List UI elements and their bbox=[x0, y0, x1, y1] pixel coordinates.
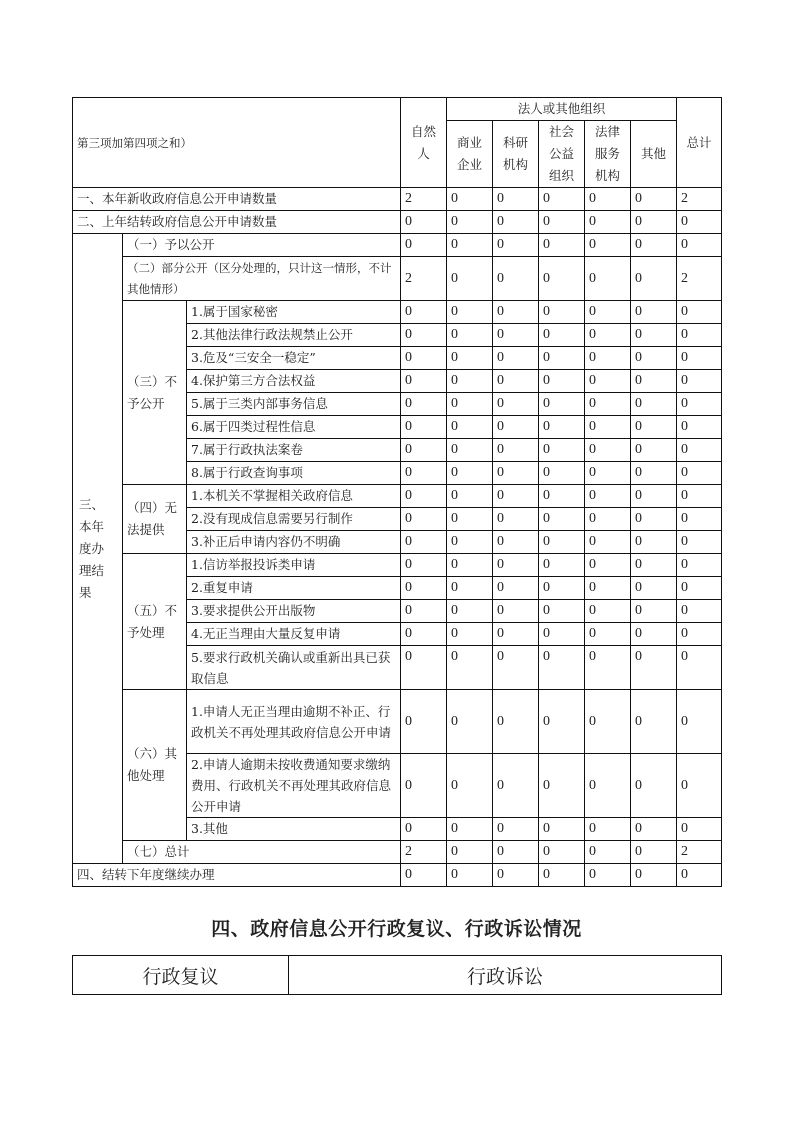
value-cell: 0 bbox=[493, 188, 539, 211]
value-cell: 0 bbox=[539, 600, 585, 623]
value-cell: 0 bbox=[539, 818, 585, 841]
top-left-note: 第三项加第四项之和） bbox=[73, 98, 401, 188]
value-cell: 0 bbox=[493, 370, 539, 393]
value-cell: 0 bbox=[493, 211, 539, 234]
value-cell: 0 bbox=[677, 347, 722, 370]
value-cell: 0 bbox=[677, 690, 722, 754]
value-cell: 2 bbox=[677, 188, 722, 211]
value-cell: 0 bbox=[585, 754, 631, 818]
value-cell: 0 bbox=[401, 324, 447, 347]
value-cell: 0 bbox=[539, 188, 585, 211]
value-cell: 0 bbox=[585, 416, 631, 439]
value-cell: 0 bbox=[585, 646, 631, 690]
value-cell: 0 bbox=[631, 234, 677, 257]
value-cell: 0 bbox=[447, 818, 493, 841]
value-cell: 0 bbox=[539, 257, 585, 301]
value-cell: 0 bbox=[401, 754, 447, 818]
value-cell: 0 bbox=[585, 257, 631, 301]
value-cell: 0 bbox=[493, 301, 539, 324]
value-cell: 0 bbox=[539, 462, 585, 485]
value-cell: 0 bbox=[539, 531, 585, 554]
col-other: 其他 bbox=[631, 121, 677, 188]
value-cell: 0 bbox=[401, 818, 447, 841]
value-cell: 0 bbox=[585, 554, 631, 577]
value-cell: 0 bbox=[493, 416, 539, 439]
group-label-not-disclosed: （三）不予公开 bbox=[123, 301, 187, 485]
row-label: 2.申请人逾期未按收费通知要求缴纳费用、行政机关不再处理其政府信息公开申请 bbox=[187, 754, 401, 818]
value-cell: 0 bbox=[493, 864, 539, 887]
row-label: 四、结转下年度继续办理 bbox=[73, 864, 401, 887]
row-label: 一、本年新收政府信息公开申请数量 bbox=[73, 188, 401, 211]
value-cell: 0 bbox=[539, 234, 585, 257]
value-cell: 0 bbox=[677, 301, 722, 324]
value-cell: 0 bbox=[585, 393, 631, 416]
value-cell: 0 bbox=[677, 577, 722, 600]
value-cell: 0 bbox=[585, 864, 631, 887]
table-row bbox=[73, 188, 722, 211]
value-cell: 0 bbox=[631, 554, 677, 577]
col-research: 科研机构 bbox=[493, 121, 539, 188]
value-cell: 0 bbox=[539, 554, 585, 577]
value-cell: 0 bbox=[447, 416, 493, 439]
table-row bbox=[73, 211, 722, 234]
value-cell: 0 bbox=[447, 577, 493, 600]
value-cell: 0 bbox=[539, 508, 585, 531]
value-cell: 0 bbox=[677, 646, 722, 690]
value-cell: 0 bbox=[585, 324, 631, 347]
value-cell: 0 bbox=[401, 462, 447, 485]
value-cell: 0 bbox=[493, 347, 539, 370]
value-cell: 0 bbox=[631, 301, 677, 324]
value-cell: 0 bbox=[631, 818, 677, 841]
value-cell: 0 bbox=[677, 754, 722, 818]
row-label: 5.属于三类内部事务信息 bbox=[187, 393, 401, 416]
col-admin-litigation: 行政诉讼 bbox=[289, 956, 722, 995]
value-cell: 0 bbox=[539, 864, 585, 887]
value-cell: 0 bbox=[447, 234, 493, 257]
value-cell: 0 bbox=[677, 439, 722, 462]
value-cell: 0 bbox=[631, 211, 677, 234]
value-cell: 0 bbox=[677, 234, 722, 257]
table-row bbox=[73, 841, 722, 864]
table-row bbox=[73, 485, 722, 508]
value-cell: 0 bbox=[677, 554, 722, 577]
row-label: （七）总计 bbox=[123, 841, 401, 864]
value-cell: 0 bbox=[585, 818, 631, 841]
value-cell: 0 bbox=[631, 754, 677, 818]
value-cell: 0 bbox=[631, 257, 677, 301]
row-label: 7.属于行政执法案卷 bbox=[187, 439, 401, 462]
value-cell: 0 bbox=[493, 646, 539, 690]
value-cell: 0 bbox=[677, 600, 722, 623]
row-label: 二、上年结转政府信息公开申请数量 bbox=[73, 211, 401, 234]
value-cell: 0 bbox=[447, 554, 493, 577]
value-cell: 0 bbox=[401, 347, 447, 370]
value-cell: 0 bbox=[447, 841, 493, 864]
value-cell: 0 bbox=[447, 754, 493, 818]
value-cell: 0 bbox=[585, 211, 631, 234]
value-cell: 0 bbox=[401, 370, 447, 393]
value-cell: 2 bbox=[401, 257, 447, 301]
value-cell: 0 bbox=[677, 211, 722, 234]
value-cell: 0 bbox=[447, 257, 493, 301]
value-cell: 0 bbox=[677, 416, 722, 439]
row-label: 2.没有现成信息需要另行制作 bbox=[187, 508, 401, 531]
value-cell: 0 bbox=[401, 485, 447, 508]
value-cell: 0 bbox=[401, 864, 447, 887]
row-label: 3.危及“三安全一稳定” bbox=[187, 347, 401, 370]
value-cell: 0 bbox=[585, 485, 631, 508]
value-cell: 0 bbox=[447, 864, 493, 887]
value-cell: 0 bbox=[539, 347, 585, 370]
value-cell: 0 bbox=[493, 485, 539, 508]
value-cell: 0 bbox=[585, 234, 631, 257]
value-cell: 0 bbox=[631, 462, 677, 485]
value-cell: 0 bbox=[493, 439, 539, 462]
application-stats-table bbox=[72, 97, 722, 887]
value-cell: 0 bbox=[447, 211, 493, 234]
value-cell: 0 bbox=[447, 370, 493, 393]
value-cell: 0 bbox=[401, 600, 447, 623]
value-cell: 0 bbox=[493, 577, 539, 600]
value-cell: 0 bbox=[447, 690, 493, 754]
col-admin-review: 行政复议 bbox=[73, 956, 289, 995]
value-cell: 0 bbox=[585, 462, 631, 485]
row-label: 1.本机关不掌握相关政府信息 bbox=[187, 485, 401, 508]
row-label: 2.其他法律行政法规禁止公开 bbox=[187, 324, 401, 347]
value-cell: 0 bbox=[401, 577, 447, 600]
value-cell: 0 bbox=[401, 531, 447, 554]
row-label: 3.其他 bbox=[187, 818, 401, 841]
row-label: 1.信访举报投诉类申请 bbox=[187, 554, 401, 577]
value-cell: 2 bbox=[401, 188, 447, 211]
value-cell: 0 bbox=[401, 554, 447, 577]
row-label: （二）部分公开（区分处理的，只计这一情形，不计其他情形） bbox=[123, 257, 401, 301]
value-cell: 0 bbox=[447, 393, 493, 416]
value-cell: 0 bbox=[401, 439, 447, 462]
value-cell: 0 bbox=[493, 841, 539, 864]
value-cell: 2 bbox=[677, 257, 722, 301]
row-label: 1.申请人无正当理由逾期不补正、行政机关不再处理其政府信息公开申请 bbox=[187, 690, 401, 754]
row-label: 6.属于四类过程性信息 bbox=[187, 416, 401, 439]
value-cell: 0 bbox=[677, 818, 722, 841]
value-cell: 0 bbox=[539, 439, 585, 462]
value-cell: 0 bbox=[539, 690, 585, 754]
value-cell: 0 bbox=[447, 301, 493, 324]
value-cell: 0 bbox=[631, 439, 677, 462]
value-cell: 0 bbox=[447, 531, 493, 554]
value-cell: 0 bbox=[539, 577, 585, 600]
value-cell: 0 bbox=[539, 324, 585, 347]
value-cell: 0 bbox=[493, 600, 539, 623]
value-cell: 0 bbox=[447, 646, 493, 690]
value-cell: 0 bbox=[585, 188, 631, 211]
value-cell: 0 bbox=[539, 646, 585, 690]
value-cell: 0 bbox=[447, 188, 493, 211]
value-cell: 0 bbox=[585, 623, 631, 646]
value-cell: 0 bbox=[631, 577, 677, 600]
value-cell: 0 bbox=[493, 818, 539, 841]
group-label-not-processed: （五）不予处理 bbox=[123, 554, 187, 690]
row-label: 3.补正后申请内容仍不明确 bbox=[187, 531, 401, 554]
value-cell: 0 bbox=[631, 485, 677, 508]
value-cell: 0 bbox=[447, 508, 493, 531]
value-cell: 0 bbox=[401, 646, 447, 690]
table-row bbox=[73, 864, 722, 887]
table-row bbox=[73, 301, 722, 324]
value-cell: 0 bbox=[493, 234, 539, 257]
value-cell: 0 bbox=[631, 623, 677, 646]
value-cell: 0 bbox=[631, 531, 677, 554]
value-cell: 0 bbox=[539, 841, 585, 864]
value-cell: 0 bbox=[539, 393, 585, 416]
value-cell: 0 bbox=[677, 324, 722, 347]
value-cell: 0 bbox=[585, 301, 631, 324]
row-label: （一）予以公开 bbox=[123, 234, 401, 257]
value-cell: 0 bbox=[493, 257, 539, 301]
value-cell: 0 bbox=[631, 646, 677, 690]
value-cell: 0 bbox=[539, 370, 585, 393]
table-row bbox=[73, 257, 722, 301]
row-label: 8.属于行政查询事项 bbox=[187, 462, 401, 485]
col-public-welfare: 社会公益组织 bbox=[539, 121, 585, 188]
value-cell: 2 bbox=[401, 841, 447, 864]
value-cell: 0 bbox=[493, 690, 539, 754]
value-cell: 0 bbox=[493, 508, 539, 531]
value-cell: 0 bbox=[631, 347, 677, 370]
group-label-other-processing: （六）其他处理 bbox=[123, 690, 187, 841]
value-cell: 0 bbox=[585, 841, 631, 864]
value-cell: 0 bbox=[631, 188, 677, 211]
value-cell: 0 bbox=[493, 324, 539, 347]
value-cell: 0 bbox=[631, 864, 677, 887]
value-cell: 0 bbox=[539, 416, 585, 439]
value-cell: 0 bbox=[585, 370, 631, 393]
value-cell: 0 bbox=[677, 393, 722, 416]
value-cell: 0 bbox=[539, 301, 585, 324]
value-cell: 0 bbox=[401, 690, 447, 754]
value-cell: 0 bbox=[677, 623, 722, 646]
value-cell: 0 bbox=[631, 841, 677, 864]
section4-title: 四、政府信息公开行政复议、行政诉讼情况 bbox=[211, 918, 582, 940]
value-cell: 0 bbox=[631, 508, 677, 531]
value-cell: 0 bbox=[585, 508, 631, 531]
value-cell: 0 bbox=[401, 211, 447, 234]
value-cell: 0 bbox=[585, 600, 631, 623]
value-cell: 0 bbox=[493, 531, 539, 554]
value-cell: 0 bbox=[493, 623, 539, 646]
value-cell: 0 bbox=[585, 690, 631, 754]
row-label: 3.要求提供公开出版物 bbox=[187, 600, 401, 623]
row-label: 2.重复申请 bbox=[187, 577, 401, 600]
value-cell: 0 bbox=[447, 462, 493, 485]
table-row bbox=[73, 554, 722, 577]
row-label: 4.无正当理由大量反复申请 bbox=[187, 623, 401, 646]
value-cell: 0 bbox=[401, 623, 447, 646]
value-cell: 0 bbox=[401, 301, 447, 324]
value-cell: 0 bbox=[631, 600, 677, 623]
value-cell: 0 bbox=[677, 508, 722, 531]
value-cell: 0 bbox=[539, 754, 585, 818]
table-row bbox=[73, 690, 722, 754]
value-cell: 0 bbox=[447, 347, 493, 370]
review-litigation-table bbox=[72, 955, 722, 995]
group-label-cannot-provide: （四）无法提供 bbox=[123, 485, 187, 554]
row-label: 1.属于国家秘密 bbox=[187, 301, 401, 324]
value-cell: 0 bbox=[631, 690, 677, 754]
value-cell: 0 bbox=[447, 324, 493, 347]
value-cell: 0 bbox=[585, 347, 631, 370]
value-cell: 2 bbox=[677, 841, 722, 864]
section3-label: 三、本年度办理结果 bbox=[73, 234, 123, 864]
col-natural-person: 自然人 bbox=[401, 98, 447, 188]
value-cell: 0 bbox=[585, 531, 631, 554]
value-cell: 0 bbox=[631, 393, 677, 416]
col-legal-group: 法人或其他组织 bbox=[447, 98, 677, 121]
table-row bbox=[73, 234, 722, 257]
value-cell: 0 bbox=[677, 370, 722, 393]
value-cell: 0 bbox=[677, 864, 722, 887]
col-business: 商业企业 bbox=[447, 121, 493, 188]
value-cell: 0 bbox=[493, 754, 539, 818]
value-cell: 0 bbox=[493, 554, 539, 577]
value-cell: 0 bbox=[401, 393, 447, 416]
value-cell: 0 bbox=[539, 623, 585, 646]
value-cell: 0 bbox=[631, 370, 677, 393]
value-cell: 0 bbox=[677, 462, 722, 485]
value-cell: 0 bbox=[631, 416, 677, 439]
value-cell: 0 bbox=[677, 485, 722, 508]
row-label: 4.保护第三方合法权益 bbox=[187, 370, 401, 393]
value-cell: 0 bbox=[631, 324, 677, 347]
value-cell: 0 bbox=[539, 211, 585, 234]
value-cell: 0 bbox=[585, 439, 631, 462]
value-cell: 0 bbox=[447, 623, 493, 646]
col-total: 总计 bbox=[677, 98, 722, 188]
row-label: 5.要求行政机关确认或重新出具已获取信息 bbox=[187, 646, 401, 690]
value-cell: 0 bbox=[539, 485, 585, 508]
value-cell: 0 bbox=[447, 485, 493, 508]
value-cell: 0 bbox=[401, 234, 447, 257]
col-legal-service: 法律服务机构 bbox=[585, 121, 631, 188]
value-cell: 0 bbox=[447, 600, 493, 623]
value-cell: 0 bbox=[585, 577, 631, 600]
value-cell: 0 bbox=[677, 531, 722, 554]
value-cell: 0 bbox=[401, 508, 447, 531]
value-cell: 0 bbox=[493, 393, 539, 416]
value-cell: 0 bbox=[447, 439, 493, 462]
value-cell: 0 bbox=[401, 416, 447, 439]
value-cell: 0 bbox=[493, 462, 539, 485]
